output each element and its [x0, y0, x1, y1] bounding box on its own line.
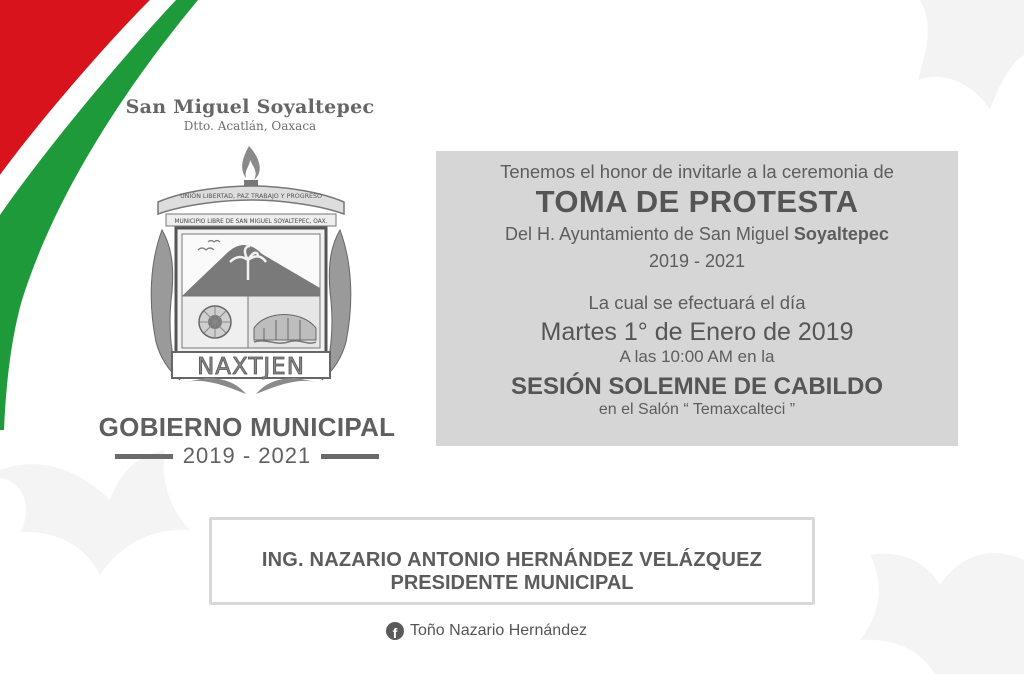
invitation-date: Martes 1° de Enero de 2019 — [540, 318, 854, 346]
government-block — [92, 412, 402, 469]
invitation-when-intro: La cual se efectuará el día — [588, 292, 806, 313]
invitation-panel — [436, 151, 958, 446]
invitation-period: 2019 - 2021 — [648, 251, 746, 271]
invitation-venue: en el Salón “ Temaxcalteci ” — [598, 401, 796, 418]
invitation-session: SESIÓN SOLEMNE DE CABILDO — [510, 373, 884, 400]
invitation-time: A las 10:00 AM en la — [619, 347, 775, 366]
seal-name-text: NAXTJEN — [197, 354, 305, 380]
signature-box — [209, 517, 815, 605]
divider-right — [321, 454, 379, 459]
council-name: Soyaltepec — [793, 224, 889, 244]
invitation-event: TOMA DE PROTESTA — [535, 184, 859, 219]
facebook-credit[interactable] — [386, 620, 587, 642]
district-name: Dtto. Acatlán, Oaxaca — [183, 119, 317, 133]
government-years: 2019 - 2021 — [182, 443, 312, 468]
motto-scroll — [158, 186, 344, 214]
municipality-header — [125, 96, 375, 133]
council-prefix: Del H. Ayuntamiento de San Miguel — [505, 224, 794, 244]
facebook-handle: Toño Nazario Hernández — [410, 622, 587, 639]
torch-flame-icon — [242, 146, 260, 180]
government-years-row — [92, 443, 402, 469]
seal-motto-text: UNIÓN LIBERTAD, PAZ TRABAJO Y PROGRESO — [180, 193, 322, 200]
invitation-council — [436, 224, 958, 245]
signatory-name: ING. NAZARIO ANTONIO HERNÁNDEZ VELÁZQUEZ — [261, 549, 763, 571]
leaf-decoration-top-right — [918, 0, 1024, 110]
municipality-name: San Miguel Soyaltepec — [125, 96, 375, 118]
municipal-seal — [146, 142, 356, 400]
bottom-leaves-icon — [186, 378, 316, 394]
signatory-title: PRESIDENTE MUNICIPAL — [390, 572, 634, 594]
facebook-icon: f — [386, 622, 404, 640]
divider-left — [115, 454, 173, 459]
seal-banner-text: MUNICIPIO LIBRE DE SAN MIGUEL SOYALTEPEC, OAX. — [174, 219, 328, 225]
invitation-intro: Tenemos el honor de invitarle a la ceremonia de — [500, 161, 894, 182]
leaf-decoration-bottom-right — [860, 553, 1024, 674]
government-title: GOBIERNO MUNICIPAL — [98, 412, 396, 442]
